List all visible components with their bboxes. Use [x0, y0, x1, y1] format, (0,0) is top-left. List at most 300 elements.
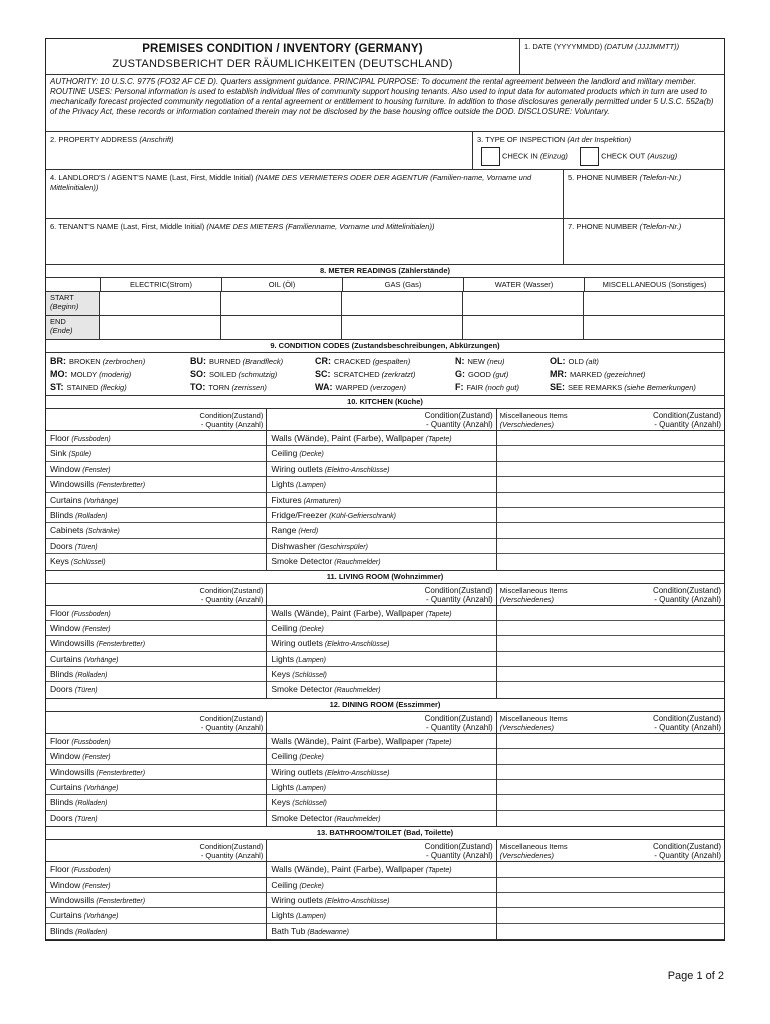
- condition-header-label: Condition(Zustand): [199, 411, 264, 420]
- condition-header-label: Condition(Zustand): [424, 713, 493, 723]
- misc-items-label: Miscellaneous Items: [499, 842, 568, 852]
- room-item-label: Windowsills: [50, 479, 95, 490]
- condition-code-abbr: MR:: [550, 369, 567, 379]
- meter-input[interactable]: [463, 292, 584, 315]
- room-item[interactable]: [46, 878, 266, 893]
- room-item[interactable]: [267, 795, 495, 810]
- room-item-label: Curtains: [50, 782, 82, 793]
- condition-code: [50, 368, 190, 381]
- room-middle-column: [267, 584, 496, 698]
- authority-statement: AUTHORITY: 10 U.S.C. 9775 (FO32 AF CE D). Quarters assignment guidance. PRINCIPAL PURPOSE: To document the rental agreement between the landlord and military member. ROUTINE USES: Personal information is used to establish individual files of community support housing tenants. Also used to input data for automated products which in turn are used to mechanically forecast projected community negotiation of a rental agreement or entitlement to housing furniture. In addition to those disclosures generally permitted under 5 U.S.C. 552a(b) of the Privacy Act, these records or information contained therein may not be disclosed by the base housing office outside the DOD. DISCLOSURE: Voluntary.: [46, 75, 724, 132]
- meter-input[interactable]: [342, 316, 463, 339]
- landlord-name-field[interactable]: [46, 170, 564, 218]
- room-item-label-de: (Fussboden): [71, 436, 111, 443]
- room-item-label-de: (Rauchmelder): [334, 687, 381, 695]
- misc-item-input[interactable]: [497, 795, 724, 810]
- room-item-label: Doors: [50, 812, 73, 823]
- room-item[interactable]: [46, 446, 266, 461]
- condition-header-label: Condition(Zustand): [199, 842, 264, 852]
- condition-code-label: BURNED: [209, 357, 241, 366]
- condition-code-label: MARKED: [570, 370, 603, 379]
- room-item[interactable]: [267, 908, 495, 923]
- room-item-label-de: (Vorhänge): [83, 656, 119, 664]
- meter-input[interactable]: [221, 292, 342, 315]
- misc-header-block: [500, 586, 568, 603]
- condition-code: [190, 355, 315, 368]
- room-item[interactable]: [267, 734, 495, 749]
- misc-item-input[interactable]: [497, 749, 724, 764]
- room-item-label: Window: [50, 463, 81, 474]
- room-item[interactable]: [267, 667, 495, 682]
- room-item[interactable]: [46, 523, 266, 538]
- condition-code-label-de: (zerkratzt): [381, 370, 416, 379]
- room-item-label-de: (Kühl-Gefrierschrank): [329, 512, 397, 520]
- room-item-label-de: (Türen): [74, 543, 98, 551]
- condition-code-abbr: SC:: [315, 369, 331, 379]
- misc-items-label: Miscellaneous Items: [499, 585, 568, 595]
- quantity-header-label: - Quantity (Anzahl): [200, 722, 264, 732]
- room-item[interactable]: [267, 621, 495, 636]
- condition-code-label-de: (zerrissen): [231, 383, 267, 392]
- condition-code-label-de: (noch gut): [485, 383, 519, 392]
- condition-code-label: GOOD: [468, 370, 491, 379]
- meter-readings-table: [46, 278, 724, 340]
- room-item-label: Ceiling: [271, 622, 298, 633]
- room-title: 12. DINING ROOM (Esszimmer): [46, 699, 724, 712]
- room-item-label: Dishwasher: [271, 540, 316, 551]
- condition-header: [46, 584, 266, 606]
- room-item-label: Floor: [50, 607, 70, 618]
- phone5-label: 5. PHONE NUMBER: [568, 173, 638, 182]
- room-item[interactable]: [46, 667, 266, 682]
- condition-header-label: Condition(Zustand): [424, 842, 493, 852]
- room-item[interactable]: [267, 606, 495, 621]
- room-item-label: Fridge/Freezer: [271, 509, 328, 520]
- room-item-label-de: (Fussboden): [71, 610, 111, 618]
- landlord-name-label: 4. LANDLORD'S / AGENT'S NAME (Last, First, Middle Initial): [50, 173, 254, 182]
- room-item-label-de: (Badewanne): [307, 928, 350, 936]
- misc-item-input[interactable]: [497, 811, 724, 826]
- room-item-label: Blinds: [50, 669, 74, 680]
- misc-header: [497, 409, 724, 431]
- quantity-header-label: - Quantity (Anzahl): [200, 420, 264, 429]
- rooms-container: [46, 396, 724, 940]
- condition-header-block: [653, 411, 721, 428]
- room-item-label: Sink: [50, 448, 67, 459]
- misc-item-input[interactable]: [497, 734, 724, 749]
- condition-code-label: CRACKED: [334, 357, 371, 366]
- room-item[interactable]: [267, 682, 495, 697]
- room-left-column: [46, 584, 267, 698]
- misc-items-label-de: (Verschiedenes): [499, 420, 555, 429]
- meter-readings-title: 8. METER READINGS (Zählerstände): [46, 265, 724, 278]
- room-item-label-de: (Rauchmelder): [334, 815, 381, 823]
- room-item[interactable]: [267, 749, 495, 764]
- room-item-label: Range: [271, 525, 297, 536]
- room-item[interactable]: [46, 682, 266, 697]
- misc-header: [497, 712, 724, 734]
- misc-item-input[interactable]: [497, 621, 724, 636]
- condition-header: [46, 840, 266, 862]
- room-item[interactable]: [267, 554, 495, 569]
- room-right-column: [497, 712, 724, 826]
- room-item-label: Walls (Wände), Paint (Farbe), Wallpaper: [271, 607, 424, 618]
- condition-header-label: Condition(Zustand): [424, 411, 493, 420]
- misc-item-input[interactable]: [497, 636, 724, 651]
- room-item-label: Floor: [50, 433, 70, 443]
- condition-code-label-de: (fleckig): [100, 383, 127, 392]
- room-item[interactable]: [267, 811, 495, 826]
- room-item[interactable]: [46, 621, 266, 636]
- room-item[interactable]: [46, 539, 266, 554]
- room-right-column: [497, 409, 724, 570]
- room-item[interactable]: [46, 795, 266, 810]
- meter-input[interactable]: [100, 292, 221, 315]
- misc-item-input[interactable]: [497, 908, 724, 923]
- misc-item-input[interactable]: [497, 539, 724, 554]
- meter-start-label-de: (Beginn): [50, 302, 79, 311]
- condition-code-abbr: G:: [455, 369, 465, 379]
- misc-item-input[interactable]: [497, 878, 724, 893]
- room-item[interactable]: [267, 862, 495, 877]
- room-right-column: [497, 840, 724, 939]
- room-item-label: Curtains: [50, 910, 82, 921]
- condition-header-label: Condition(Zustand): [199, 713, 264, 723]
- condition-code-label-de: (Brandfleck): [242, 357, 284, 366]
- room-item-label-de: (Fensterbretter): [96, 769, 146, 777]
- quantity-header-label: - Quantity (Anzahl): [425, 420, 493, 429]
- condition-code-abbr: BU:: [190, 356, 206, 366]
- misc-item-input[interactable]: [497, 606, 724, 621]
- room-item[interactable]: [267, 652, 495, 667]
- quantity-header-label: - Quantity (Anzahl): [425, 722, 493, 732]
- room-item[interactable]: [46, 493, 266, 508]
- misc-header: [497, 584, 724, 606]
- room-item-label: Smoke Detector: [271, 812, 333, 823]
- title-german: ZUSTANDSBERICHT DER RÄUMLICHKEITEN (DEUTSCHLAND): [112, 58, 453, 70]
- misc-items-label: Miscellaneous Items: [499, 411, 568, 420]
- room-middle-column: [267, 840, 496, 939]
- misc-item-input[interactable]: [497, 431, 724, 446]
- room-item[interactable]: [46, 893, 266, 908]
- room-item[interactable]: [267, 765, 495, 780]
- condition-code-abbr: ST:: [50, 382, 64, 392]
- misc-item-input[interactable]: [497, 462, 724, 477]
- property-address-field[interactable]: [46, 132, 473, 169]
- condition-header-block: [653, 586, 721, 603]
- misc-header-block: [500, 411, 568, 428]
- condition-code-label-de: (zerbrochen): [102, 357, 146, 366]
- room-item-label-de: (Rolladen): [75, 928, 108, 936]
- room-item[interactable]: [46, 606, 266, 621]
- misc-item-input[interactable]: [497, 780, 724, 795]
- misc-item-input[interactable]: [497, 667, 724, 682]
- misc-item-input[interactable]: [497, 893, 724, 908]
- misc-header: [497, 840, 724, 862]
- tenant-row: [46, 219, 724, 265]
- room-item[interactable]: [46, 508, 266, 523]
- quantity-header-label: - Quantity (Anzahl): [425, 594, 493, 604]
- room-item[interactable]: [267, 477, 495, 492]
- room-item-label-de: (Armaturen): [303, 497, 341, 505]
- meter-input[interactable]: [584, 316, 724, 339]
- condition-code-row: [50, 355, 720, 368]
- room-item-label-de: (Decke): [299, 754, 324, 762]
- room-item-label: Keys: [271, 797, 291, 808]
- condition-code-row: [50, 368, 720, 381]
- room-item-label: Ceiling: [271, 448, 298, 459]
- condition-code-label-de: (neu): [487, 357, 505, 366]
- condition-header: [46, 712, 266, 734]
- room-item-label-de: (Decke): [299, 625, 324, 633]
- room-title: 10. KITCHEN (Küche): [46, 396, 724, 409]
- room-item[interactable]: [267, 924, 495, 939]
- title-english: PREMISES CONDITION / INVENTORY (GERMANY): [142, 43, 423, 55]
- meter-input[interactable]: [342, 292, 463, 315]
- room-item[interactable]: [46, 462, 266, 477]
- room-item[interactable]: [46, 734, 266, 749]
- condition-code: [550, 381, 700, 394]
- room-item[interactable]: [46, 811, 266, 826]
- condition-code-abbr: F:: [455, 382, 464, 392]
- landlord-name-label-de: (NAME DES VERMIETERS ODER DER AGENTUR (Familien-name, Vorname und Mittelinitialen)): [50, 173, 532, 192]
- property-address-label: 2. PROPERTY ADDRESS: [50, 135, 138, 144]
- room-item[interactable]: [46, 862, 266, 877]
- quantity-header-label: - Quantity (Anzahl): [654, 420, 721, 429]
- room-item-label: Windowsills: [50, 638, 95, 649]
- misc-items-label-de: (Verschiedenes): [499, 851, 555, 861]
- meter-input[interactable]: [463, 316, 584, 339]
- check-in-checkbox[interactable]: [481, 147, 500, 166]
- check-out-label: CHECK OUT: [601, 151, 646, 161]
- room-item[interactable]: [46, 477, 266, 492]
- room-item-label-de: (Fenster): [82, 466, 111, 474]
- condition-header: [267, 409, 495, 431]
- page-number: Page 1 of 2: [667, 970, 724, 982]
- room-item-label-de: (Tapete): [425, 436, 452, 443]
- room-item-label-de: (Rauchmelder): [334, 559, 381, 567]
- room-table: [46, 584, 724, 699]
- meter-header-row: [46, 278, 724, 292]
- condition-code-label-de: (gut): [492, 370, 509, 379]
- room-item-label-de: (Rolladen): [75, 512, 108, 520]
- tenant-name-label: 6. TENANT'S NAME (Last, First, Middle Initial): [50, 222, 205, 231]
- room-item[interactable]: [46, 780, 266, 795]
- condition-code-abbr: TO:: [190, 382, 206, 392]
- landlord-phone-field[interactable]: [564, 170, 724, 218]
- condition-header-block: [653, 842, 721, 859]
- condition-header: [267, 584, 495, 606]
- room-item-label: Bath Tub: [271, 925, 306, 936]
- misc-item-input[interactable]: [497, 862, 724, 877]
- phone5-label-de: (Telefon-Nr.): [639, 173, 682, 182]
- quantity-header-label: - Quantity (Anzahl): [654, 594, 721, 604]
- room-item[interactable]: [267, 780, 495, 795]
- condition-code-abbr: CR:: [315, 356, 331, 366]
- room-item-label: Window: [50, 879, 81, 890]
- condition-code-label: OLD: [568, 357, 584, 366]
- misc-header-block: [500, 714, 568, 731]
- room-item[interactable]: [267, 508, 495, 523]
- misc-item-input[interactable]: [497, 446, 724, 461]
- meter-end-label-de: (Ende): [50, 326, 73, 335]
- condition-code-abbr: SE:: [550, 382, 566, 392]
- check-out-checkbox[interactable]: [580, 147, 599, 166]
- meter-input[interactable]: [221, 316, 342, 339]
- quantity-header-label: - Quantity (Anzahl): [425, 851, 493, 861]
- condition-header-label: Condition(Zustand): [424, 585, 493, 595]
- room-item-label: Wiring outlets: [271, 894, 323, 905]
- room-table: [46, 409, 724, 571]
- meter-col-misc: MISCELLANEOUS (Sonstiges): [602, 280, 707, 289]
- meter-col-oil: OIL (Öl): [222, 278, 343, 291]
- room-item-label: Curtains: [50, 494, 82, 505]
- room-item[interactable]: [46, 652, 266, 667]
- condition-code-label: NEW: [467, 357, 485, 366]
- room-item-label-de: (Türen): [74, 815, 98, 823]
- room-item-label-de: (Schlüssel): [292, 800, 327, 808]
- room-item[interactable]: [46, 749, 266, 764]
- condition-code: [550, 355, 700, 368]
- room-item[interactable]: [267, 893, 495, 908]
- room-item-label-de: (Decke): [299, 451, 324, 459]
- room-item-label-de: (Elektro-Anschlüsse): [324, 897, 390, 905]
- room-item-label-de: (Vorhänge): [83, 497, 119, 505]
- condition-code-abbr: SO:: [190, 369, 207, 379]
- room-item[interactable]: [267, 493, 495, 508]
- condition-header-label: Condition(Zustand): [652, 713, 721, 723]
- room-item[interactable]: [267, 462, 495, 477]
- room-item-label: Blinds: [50, 797, 74, 808]
- room-item-label: Lights: [271, 479, 295, 490]
- room-item-label-de: (Türen): [74, 687, 98, 695]
- room-item[interactable]: [267, 878, 495, 893]
- condition-code-label: TORN: [208, 383, 230, 392]
- room-item-label-de: (Vorhänge): [83, 785, 119, 793]
- room-item[interactable]: [46, 765, 266, 780]
- condition-code-label: FAIR: [466, 383, 484, 392]
- room-item-label-de: (Schlüssel): [70, 559, 106, 567]
- room-item-label-de: (Fensterbretter): [96, 641, 146, 649]
- date-label-de: (DATUM (JJJJMMTT)): [604, 42, 680, 51]
- phone7-label-de: (Telefon-Nr.): [639, 222, 682, 231]
- property-address-label-de: (Anschrift): [139, 135, 174, 144]
- check-out-label-de: (Auszug): [647, 151, 678, 161]
- room-item[interactable]: [267, 431, 495, 446]
- condition-code-row: [50, 381, 720, 394]
- room-item-label: Windowsills: [50, 766, 95, 777]
- check-in-label: CHECK IN: [502, 151, 538, 161]
- date-label: 1. DATE (YYYYMMDD): [524, 42, 603, 51]
- room-item-label-de: (Tapete): [425, 610, 452, 618]
- room-item-label: Doors: [50, 540, 73, 551]
- misc-header-block: [500, 842, 568, 859]
- room-item-label: Floor: [50, 735, 70, 746]
- room-item-label-de: (Fensterbretter): [96, 482, 146, 490]
- room-item-label: Cabinets: [50, 525, 84, 536]
- room-item-label: Window: [50, 622, 81, 633]
- room-item[interactable]: [46, 554, 266, 569]
- room-left-column: [46, 409, 267, 570]
- condition-header-label: Condition(Zustand): [199, 585, 264, 595]
- condition-header-label: Condition(Zustand): [652, 842, 721, 852]
- room-item-label-de: (Rolladen): [75, 800, 108, 808]
- room-item-label: Smoke Detector: [271, 684, 333, 695]
- form-title: [46, 39, 520, 74]
- meter-input[interactable]: [584, 292, 724, 315]
- misc-item-input[interactable]: [497, 652, 724, 667]
- room-right-column: [497, 584, 724, 698]
- room-item-label-de: (Fenster): [82, 625, 111, 633]
- date-field[interactable]: [520, 39, 724, 74]
- meter-end-label: END: [50, 317, 66, 326]
- tenant-name-field[interactable]: [46, 219, 564, 264]
- condition-header-label: Condition(Zustand): [652, 411, 721, 420]
- room-title: 13. BATHROOM/TOILET (Bad, Toilette): [46, 827, 724, 840]
- room-item[interactable]: [46, 431, 266, 446]
- room-item-label: Doors: [50, 684, 73, 695]
- room-item-label-de: (Fenster): [82, 754, 111, 762]
- condition-code-label: WARPED: [335, 383, 369, 392]
- room-item[interactable]: [267, 539, 495, 554]
- room-item-label: Wiring outlets: [271, 463, 323, 474]
- quantity-header-label: - Quantity (Anzahl): [200, 594, 264, 604]
- condition-header-block: [653, 714, 721, 731]
- inspection-type-label-de: (Art der Inspektion): [567, 135, 632, 144]
- misc-item-input[interactable]: [497, 523, 724, 538]
- tenant-phone-field[interactable]: [564, 219, 724, 264]
- room-item-label: Wiring outlets: [271, 638, 323, 649]
- room-item-label: Walls (Wände), Paint (Farbe), Wallpaper: [271, 433, 424, 443]
- room-item-label-de: (Lampen): [296, 656, 326, 664]
- room-item[interactable]: [267, 446, 495, 461]
- room-middle-column: [267, 712, 496, 826]
- misc-item-input[interactable]: [497, 554, 724, 569]
- room-item-label-de: (Fussboden): [71, 738, 111, 746]
- condition-code: [455, 355, 550, 368]
- room-item[interactable]: [267, 636, 495, 651]
- room-item[interactable]: [46, 908, 266, 923]
- room-item-label: Ceiling: [271, 751, 298, 762]
- condition-header: [46, 409, 266, 431]
- misc-item-input[interactable]: [497, 765, 724, 780]
- room-item[interactable]: [46, 924, 266, 939]
- condition-code: [550, 368, 700, 381]
- room-item-label-de: (Fussboden): [71, 867, 111, 875]
- room-item[interactable]: [267, 523, 495, 538]
- misc-item-input[interactable]: [497, 477, 724, 492]
- misc-item-input[interactable]: [497, 508, 724, 523]
- condition-code-abbr: BR:: [50, 356, 66, 366]
- room-item[interactable]: [46, 636, 266, 651]
- condition-code-label-de: (gezeichnet): [604, 370, 646, 379]
- misc-item-input[interactable]: [497, 682, 724, 697]
- condition-header: [267, 840, 495, 862]
- room-item-label: Keys: [271, 669, 291, 680]
- room-item-label-de: (Elektro-Anschlüsse): [324, 466, 390, 474]
- room-item-label: Curtains: [50, 653, 82, 664]
- room-item-label-de: (Lampen): [296, 482, 326, 490]
- inspection-type-label: 3. TYPE OF INSPECTION: [477, 135, 566, 144]
- misc-item-input[interactable]: [497, 493, 724, 508]
- misc-item-input[interactable]: [497, 924, 724, 939]
- meter-start-label: START: [50, 293, 74, 302]
- room-item-label: Lights: [271, 910, 295, 921]
- phone7-label: 7. PHONE NUMBER: [568, 222, 638, 231]
- quantity-header-label: - Quantity (Anzahl): [654, 722, 721, 732]
- room-middle-column: [267, 409, 496, 570]
- meter-input[interactable]: [100, 316, 221, 339]
